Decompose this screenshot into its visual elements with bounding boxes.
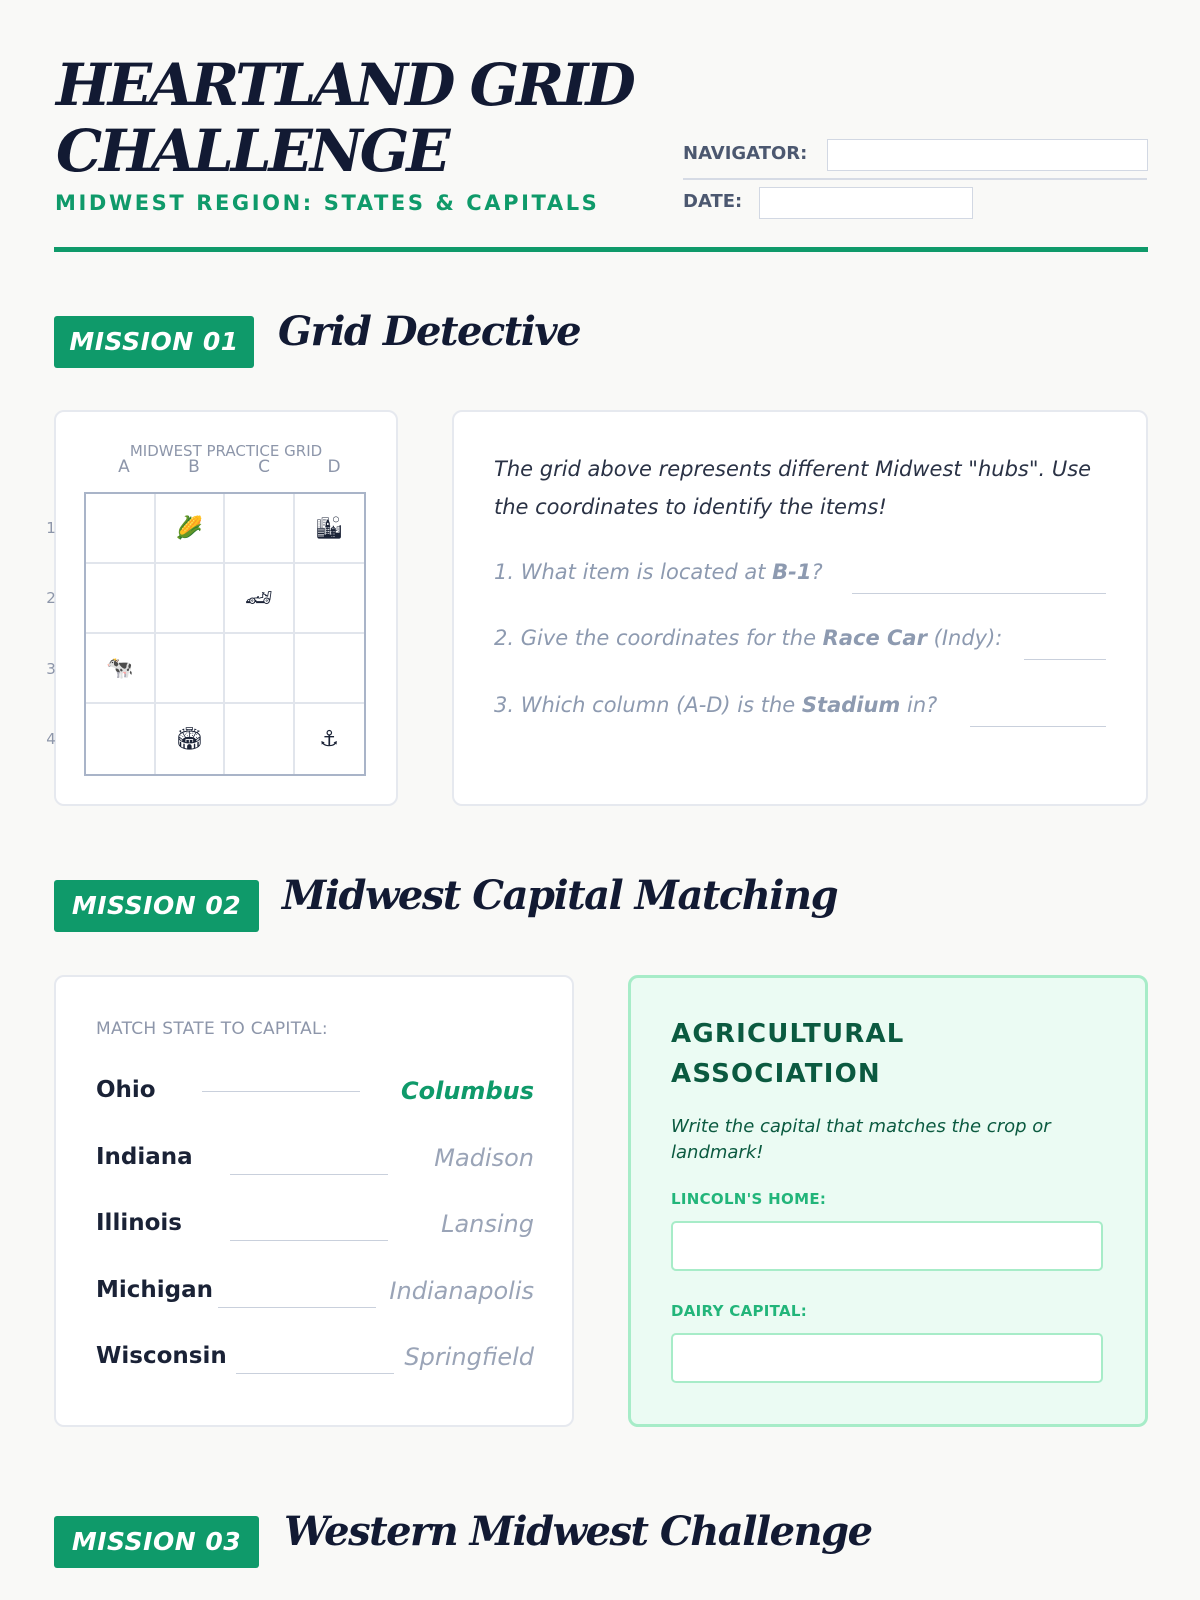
grid-caption: MIDWEST PRACTICE GRID	[129, 442, 323, 460]
state-label: Wisconsin	[96, 1343, 227, 1369]
grid-cell-b1	[156, 494, 226, 564]
question-2-keyword: Race Car	[822, 626, 927, 650]
grid-row-label: 2	[46, 589, 56, 607]
grid-cell-d1	[295, 494, 365, 564]
state-label: Ohio	[96, 1077, 156, 1103]
question-1	[494, 560, 823, 584]
mission-02-title: Midwest Capital Matching	[282, 872, 838, 919]
mission-03-badge: MISSION 03	[54, 1516, 259, 1568]
grid-column-label: C	[258, 457, 270, 477]
question-3-end: in?	[900, 693, 938, 717]
grid-cell-b4	[156, 704, 226, 774]
match-line[interactable]	[230, 1240, 388, 1241]
page-title: HEARTLAND GRID CHALLENGE	[56, 51, 633, 185]
navigator-field[interactable]	[827, 139, 1148, 171]
date-label: DATE:	[683, 191, 743, 212]
agricultural-note: Write the capital that matches the crop or landmark!	[671, 1116, 1051, 1163]
corn-icon: 🌽	[175, 515, 203, 541]
grid-column-label: B	[188, 457, 200, 477]
grid-cell-c2	[225, 564, 295, 634]
question-3	[494, 693, 937, 717]
question-3-keyword: Stadium	[801, 693, 901, 717]
question-2-text: 2. Give the coordinates for the	[494, 626, 823, 650]
grid-cell-b3	[156, 634, 226, 704]
question-1-keyword: B-1	[772, 560, 812, 584]
capital-option: Columbus	[401, 1077, 534, 1105]
anchor-icon: ⚓	[319, 726, 340, 752]
practice-grid-card	[46, 410, 398, 806]
grid-row-label: 4	[46, 730, 56, 748]
agricultural-card	[628, 975, 1148, 1427]
grid-cell-d4	[295, 704, 365, 774]
questions-card	[452, 410, 1148, 806]
practice-grid	[84, 492, 366, 776]
page-subtitle: MIDWEST REGION: STATES & CAPITALS	[55, 191, 600, 215]
grid-cell-b2	[156, 564, 226, 634]
question-2	[494, 626, 1002, 650]
city-skyline-icon: 🏙	[315, 515, 344, 541]
grid-cell-c1	[225, 494, 295, 564]
mission-02-badge: MISSION 02	[54, 880, 259, 932]
capital-option: Lansing	[441, 1210, 534, 1238]
capital-option: Springfield	[404, 1343, 534, 1371]
grid-cell-d2	[295, 564, 365, 634]
question-3-text: 3. Which column (A-D) is the	[494, 693, 802, 717]
capital-option: Madison	[434, 1144, 534, 1172]
stadium-icon: 🏟	[175, 726, 204, 752]
lincolns-home-field[interactable]	[671, 1221, 1103, 1271]
race-car-icon: 🏎	[244, 585, 273, 611]
navigator-underline	[683, 178, 1147, 180]
answer-line-1[interactable]	[852, 593, 1106, 594]
mission-01-badge: MISSION 01	[54, 316, 254, 368]
navigator-label: NAVIGATOR:	[683, 143, 808, 164]
state-label: Michigan	[96, 1277, 214, 1303]
match-line[interactable]	[202, 1091, 360, 1092]
dairy-capital-label: DAIRY CAPITAL:	[671, 1302, 808, 1320]
dairy-capital-field[interactable]	[671, 1333, 1103, 1383]
match-heading: MATCH STATE TO CAPITAL:	[96, 1019, 328, 1039]
grid-cell-c4	[225, 704, 295, 774]
grid-column-label: D	[327, 457, 341, 477]
grid-cell-d3	[295, 634, 365, 704]
state-label: Indiana	[96, 1144, 193, 1170]
grid-cell-a3	[86, 634, 156, 704]
mission-03-title: Western Midwest Challenge	[284, 1508, 872, 1555]
state-label: Illinois	[96, 1210, 182, 1236]
grid-cell-c3	[225, 634, 295, 704]
match-line[interactable]	[230, 1174, 388, 1175]
grid-cell-a1	[86, 494, 156, 564]
cow-icon: 🐄	[106, 655, 134, 681]
grid-row-label: 3	[46, 660, 56, 678]
grid-cell-a2	[86, 564, 156, 634]
match-line[interactable]	[218, 1307, 376, 1308]
mission-01-title: Grid Detective	[278, 308, 581, 355]
date-field[interactable]	[759, 187, 973, 219]
question-1-text: 1. What item is located at	[494, 560, 773, 584]
capital-option: Indianapolis	[389, 1277, 534, 1305]
grid-cell-a4	[86, 704, 156, 774]
match-line[interactable]	[236, 1373, 394, 1374]
matching-card	[54, 975, 574, 1427]
header-rule	[54, 247, 1148, 252]
question-1-end: ?	[811, 560, 823, 584]
answer-line-2[interactable]	[1024, 659, 1106, 660]
question-2-end: (Indy):	[926, 626, 1003, 650]
grid-column-label: A	[118, 457, 130, 477]
lincolns-home-label: LINCOLN'S HOME:	[671, 1190, 827, 1208]
agricultural-title: AGRICULTURAL ASSOCIATION	[671, 1019, 905, 1089]
mission-01-intro: The grid above represents different Midwest "hubs". Use the coordinates to identify the items!	[494, 457, 1092, 519]
answer-line-3[interactable]	[970, 726, 1106, 727]
grid-row-label: 1	[46, 519, 56, 537]
